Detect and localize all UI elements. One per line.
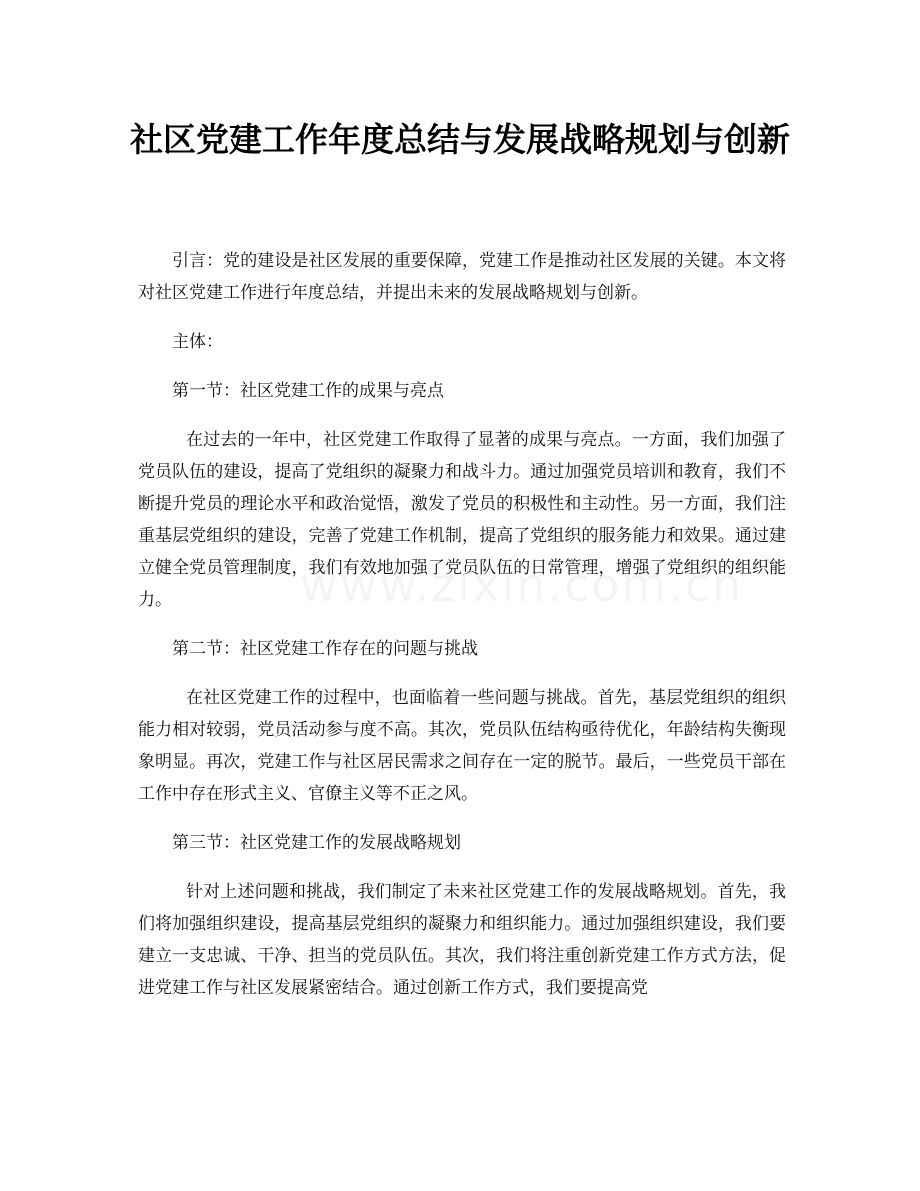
document-body (138, 245, 786, 1004)
section-3-heading: 第三节：社区党建工作的发展战略规划 (172, 833, 461, 853)
intro-paragraph: 引言：党的建设是社区发展的重要保障，党建工作是推动社区发展的关键。本文将对社区党建工作进行年度总结，并提出未来的发展战略规划与创新。 (138, 251, 786, 303)
section-1-heading: 第一节：社区党建工作的成果与亮点 (172, 381, 444, 401)
section-3-paragraph: 针对上述问题和挑战，我们制定了未来社区党建工作的发展战略规划。首先，我们将加强组织建设，提高基层党组织的凝聚力和组织能力。通过加强组织建设，我们要建立一支忠诚、干净、担当的党员队伍。其次，我们将注重创新党建工作方式方法，促进党建工作与社区发展紧密结合。通过创新工作方式，我们要提高党 (138, 882, 786, 998)
section-2-heading: 第二节：社区党建工作存在的问题与挑战 (172, 639, 478, 659)
section-2-paragraph: 在社区党建工作的过程中，也面临着一些问题与挑战。首先，基层党组织的组织能力相对较弱，党员活动参与度不高。其次，党员队伍结构亟待优化，年龄结构失衡现象明显。再次，党建工作与社区居民需求之间存在一定的脱节。最后，一些党员干部在工作中存在形式主义、官僚主义等不正之风。 (138, 688, 786, 804)
section-1-paragraph: 在过去的一年中，社区党建工作取得了显著的成果与亮点。一方面，我们加强了党员队伍的建设，提高了党组织的凝聚力和战斗力。通过加强党员培训和教育，我们不断提升党员的理论水平和政治觉悟，激发了党员的积极性和主动性。另一方面，我们注重基层党组织的建设，完善了党建工作机制，提高了党组织的服务能力和效果。通过建立健全党员管理制度，我们有效地加强了党员队伍的日常管理，增强了党组织的组织能力。 (138, 430, 786, 610)
body-label: 主体： (172, 332, 223, 352)
document-title: 社区党建工作年度总结与发展战略规划与创新 (130, 120, 790, 159)
